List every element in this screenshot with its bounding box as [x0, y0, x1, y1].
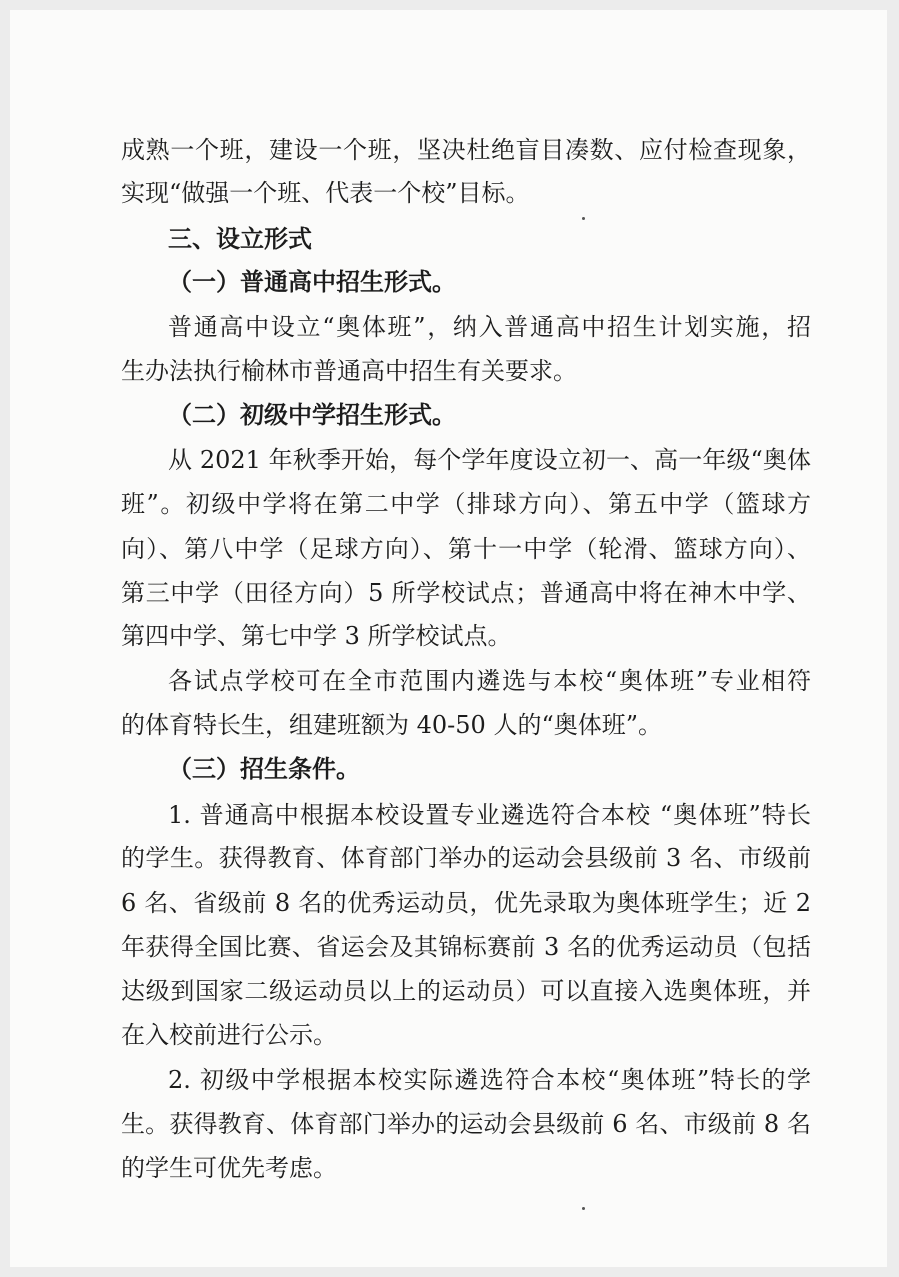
text-line: 的学生可优先考虑。: [121, 1154, 337, 1182]
subsection-heading: （二）初级中学招生形式。: [168, 400, 456, 429]
text-line: 的体育特长生，组建班额为 40-50 人的“奥体班”。: [121, 711, 662, 739]
text-line: 生。获得教育、体育部门举办的运动会县级前 6 名、市级前 8 名: [121, 1110, 811, 1138]
text-line: 的学生。获得教育、体育部门举办的运动会县级前 3 名、市级前: [121, 844, 811, 872]
text-line: 第四中学、第七中学 3 所学校试点。: [121, 622, 512, 650]
text-line: 第三中学（田径方向）5 所学校试点；普通高中将在神木中学、: [121, 579, 811, 607]
text-line: 年获得全国比赛、省运会及其锦标赛前 3 名的优秀运动员（包括: [121, 933, 811, 961]
text-line: 在入校前进行公示。: [121, 1021, 337, 1049]
text-line: 各试点学校可在全市范围内遴选与本校“奥体班”专业相符: [168, 667, 811, 695]
text-line: 实现“做强一个班、代表一个校”目标。: [121, 179, 530, 207]
scan-speck: [582, 1207, 585, 1210]
subsection-heading: （三）招生条件。: [168, 754, 360, 783]
text-line: 1. 普通高中根据本校设置专业遴选符合本校 “奥体班”特长: [168, 801, 811, 829]
text-line: 6 名、省级前 8 名的优秀运动员，优先录取为奥体班学生；近 2: [121, 889, 811, 917]
text-line: 向）、第八中学（足球方向）、第十一中学（轮滑、篮球方向）、: [121, 535, 811, 563]
text-line: 2. 初级中学根据本校实际遴选符合本校“奥体班”特长的学: [168, 1066, 811, 1094]
text-line: 班”。初级中学将在第二中学（排球方向）、第五中学（篮球方: [121, 490, 811, 518]
scan-speck: [582, 217, 585, 220]
text-line: 达级到国家二级运动员以上的运动员）可以直接入选奥体班，并: [121, 977, 811, 1005]
text-line: 生办法执行榆林市普通高中招生有关要求。: [121, 357, 577, 385]
subsection-heading: （一）普通高中招生形式。: [168, 267, 456, 296]
section-heading: 三、设立形式: [168, 224, 312, 253]
text-line: 从 2021 年秋季开始，每个学年度设立初一、高一年级“奥体: [168, 446, 811, 474]
text-line: 普通高中设立“奥体班”，纳入普通高中招生计划实施，招: [168, 313, 811, 341]
document-page: [10, 10, 887, 1267]
text-line: 成熟一个班，建设一个班，坚决杜绝盲目凑数、应付检查现象，: [121, 136, 811, 164]
